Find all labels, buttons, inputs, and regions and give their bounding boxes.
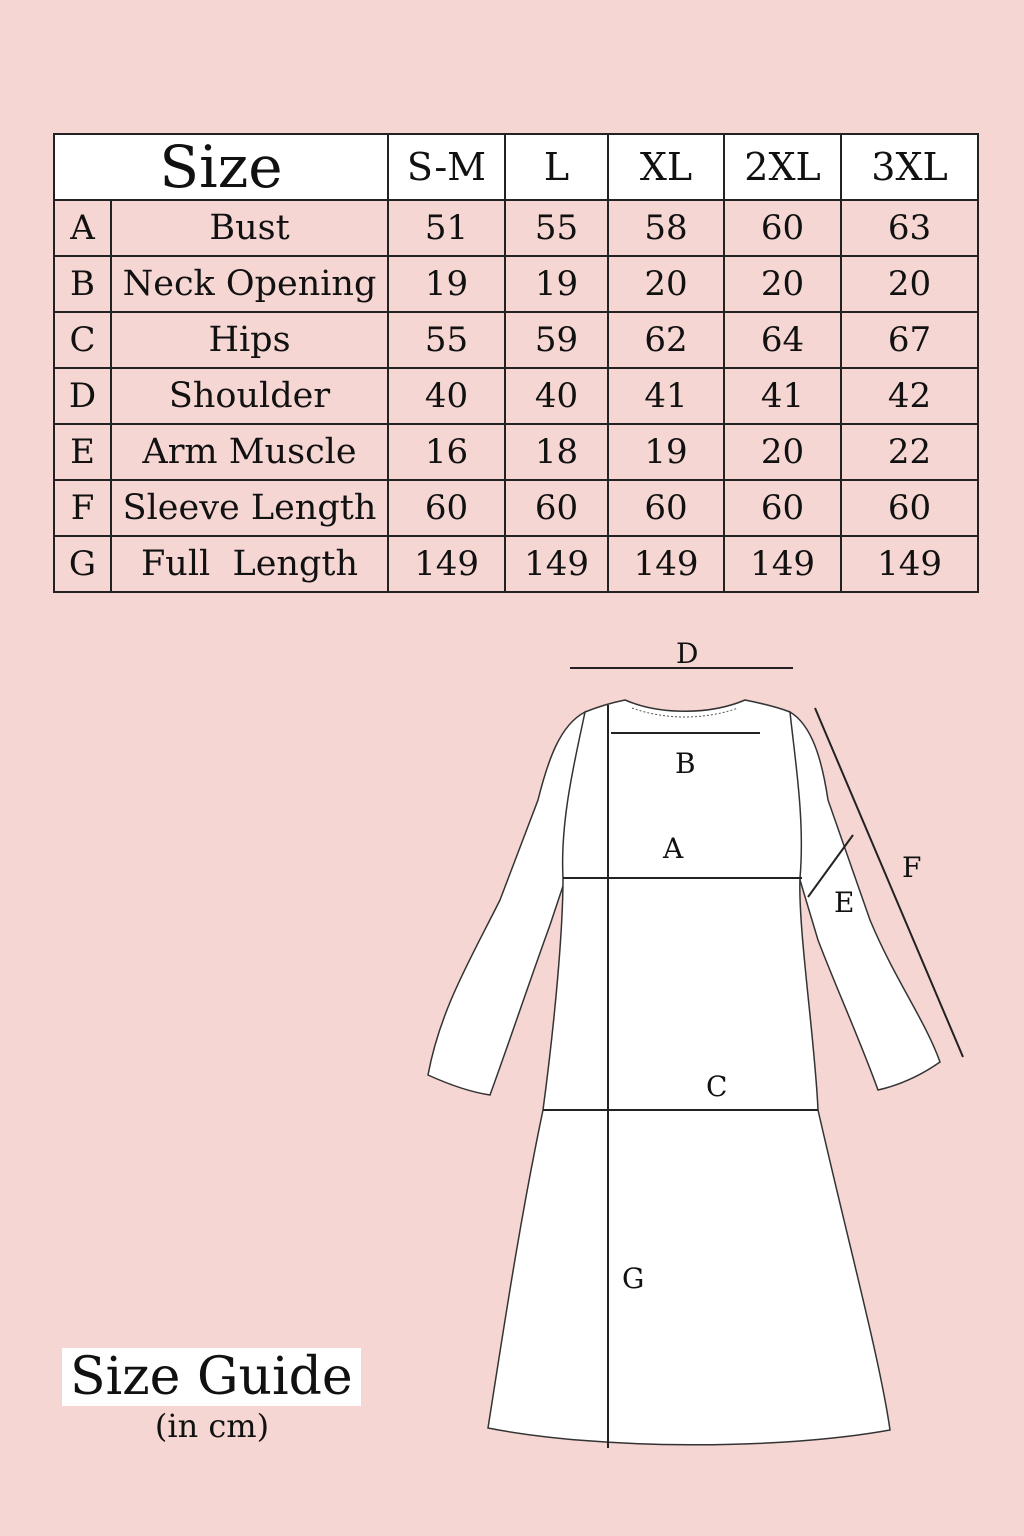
size-guide-unit: (in cm) — [154, 1407, 270, 1445]
size-column-header: S-M — [388, 134, 505, 200]
measurement-value: 20 — [724, 256, 841, 312]
measurement-value: 55 — [505, 200, 608, 256]
measurement-value: 60 — [505, 480, 608, 536]
measurement-value: 60 — [724, 480, 841, 536]
measurement-value: 60 — [841, 480, 978, 536]
measurement-name: Neck Opening — [111, 256, 388, 312]
label-d: D — [676, 637, 699, 670]
measurement-value: 62 — [608, 312, 724, 368]
size-column-header: L — [505, 134, 608, 200]
measurement-value: 41 — [608, 368, 724, 424]
row-letter: G — [54, 536, 111, 592]
measurement-value: 40 — [505, 368, 608, 424]
row-letter: D — [54, 368, 111, 424]
measurement-value: 19 — [388, 256, 505, 312]
label-b: B — [675, 747, 696, 780]
measurement-value: 16 — [388, 424, 505, 480]
measurement-value: 42 — [841, 368, 978, 424]
measurement-value: 20 — [841, 256, 978, 312]
measurement-value: 41 — [724, 368, 841, 424]
measurement-value: 20 — [724, 424, 841, 480]
label-e: E — [834, 886, 855, 919]
measurement-name: Bust — [111, 200, 388, 256]
size-column-header: 2XL — [724, 134, 841, 200]
measurement-value: 64 — [724, 312, 841, 368]
measurement-value: 67 — [841, 312, 978, 368]
size-column-header: 3XL — [841, 134, 978, 200]
measurement-value: 149 — [841, 536, 978, 592]
label-g: G — [622, 1262, 645, 1295]
measurement-name: Hips — [111, 312, 388, 368]
row-letter: B — [54, 256, 111, 312]
measurement-name: Sleeve Length — [111, 480, 388, 536]
measurement-value: 51 — [388, 200, 505, 256]
measurement-value: 20 — [608, 256, 724, 312]
measurement-value: 19 — [608, 424, 724, 480]
measurement-value: 19 — [505, 256, 608, 312]
row-letter: C — [54, 312, 111, 368]
measurement-name: Arm Muscle — [111, 424, 388, 480]
measurement-value: 18 — [505, 424, 608, 480]
measurement-value: 60 — [608, 480, 724, 536]
measurement-name: Full Length — [111, 536, 388, 592]
size-column-header: XL — [608, 134, 724, 200]
label-c: C — [706, 1070, 728, 1103]
measurement-value: 58 — [608, 200, 724, 256]
measurement-value: 55 — [388, 312, 505, 368]
measurement-value: 60 — [388, 480, 505, 536]
size-guide-title: Size Guide — [62, 1348, 361, 1406]
measurement-value: 149 — [608, 536, 724, 592]
measurement-name: Shoulder — [111, 368, 388, 424]
measurement-value: 59 — [505, 312, 608, 368]
measurement-value: 40 — [388, 368, 505, 424]
row-letter: A — [54, 200, 111, 256]
label-a: A — [663, 832, 684, 865]
measurement-value: 149 — [724, 536, 841, 592]
size-header: Size — [54, 134, 388, 200]
row-letter: F — [54, 480, 111, 536]
label-f: F — [902, 851, 922, 884]
measurement-value: 22 — [841, 424, 978, 480]
measurement-value: 60 — [724, 200, 841, 256]
row-letter: E — [54, 424, 111, 480]
measurement-value: 149 — [505, 536, 608, 592]
measurement-value: 63 — [841, 200, 978, 256]
measurement-value: 149 — [388, 536, 505, 592]
